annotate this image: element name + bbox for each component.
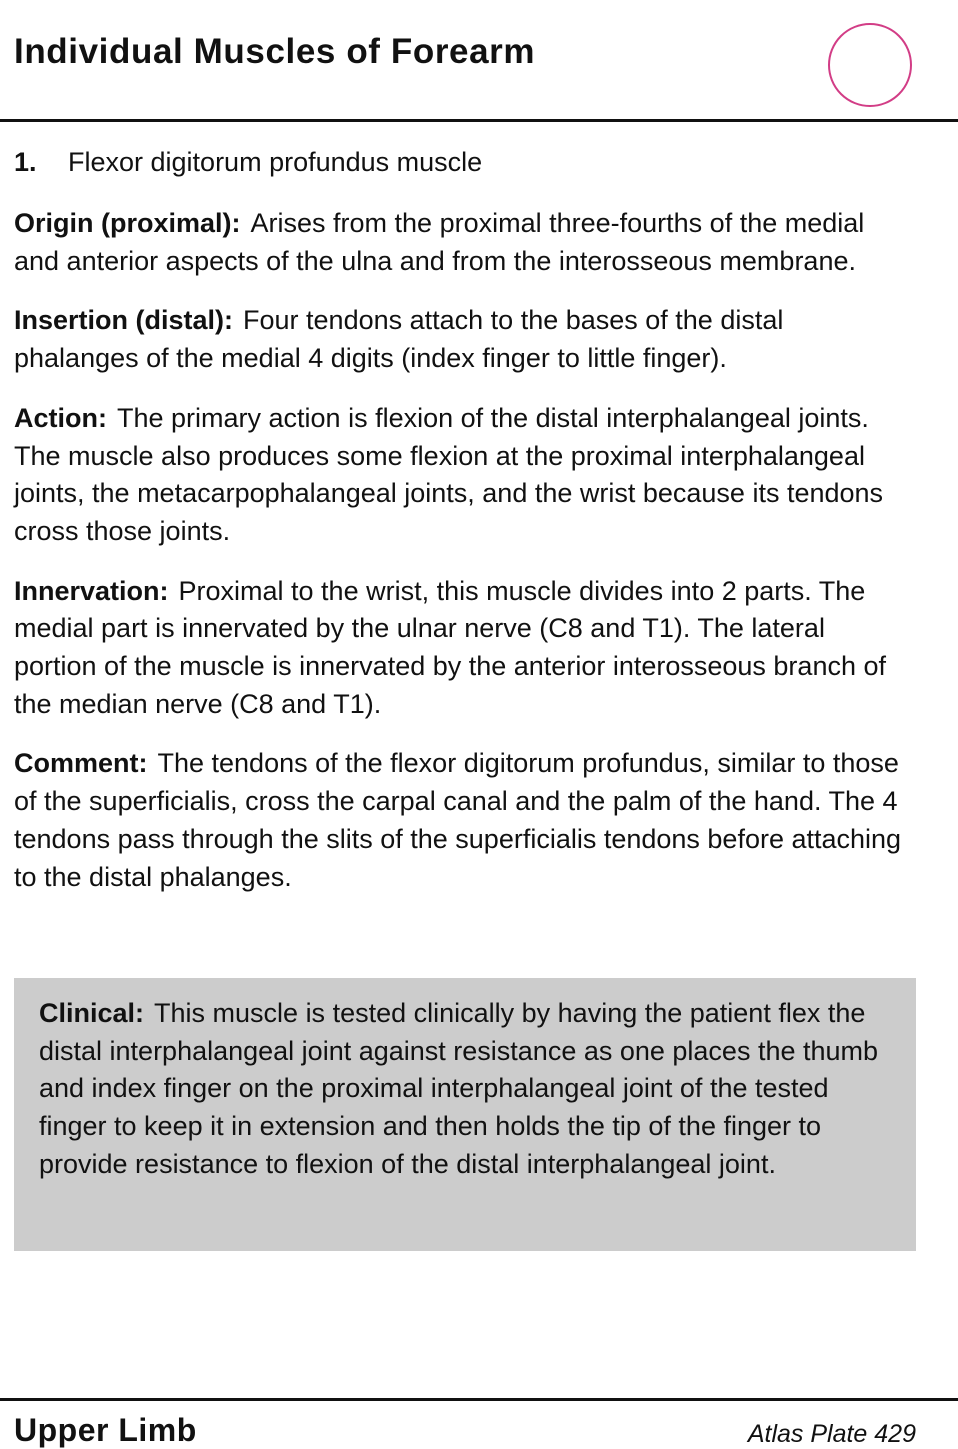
page-title: Individual Muscles of Forearm (14, 32, 536, 71)
check-circle-icon[interactable] (828, 23, 912, 107)
insertion-text: Four tendons attach to the bases of the distal phalanges of the medial 4 digits (index finger to little finger). (14, 305, 784, 374)
action-text: The primary action is flexion of the distal interphalangeal joints. The muscle also produces some flexion at the proximal interphalangeal joints, the metacarpophalangeal joints, and the wrist because its tendons cross those joints. (14, 402, 884, 546)
comment-label: Comment: (14, 748, 148, 779)
comment-text: The tendons of the flexor digitorum profundus, similar to those of the superficialis, cross the carpal canal and the palm of the hand. The 4 tendons pass through the slits of the superficialis tendons before attaching to the distal phalanges. (14, 748, 902, 892)
action-section (14, 400, 914, 551)
card-content (14, 144, 914, 918)
clinical-text: This muscle is tested clinically by having the patient flex the distal interphalangeal joint against resistance as one places the thumb and index finger on the proximal interphalangeal joint of the tested finger to keep it in extension and then holds the tip of the finger to provide resistance to flexion of the distal interphalangeal joint. (39, 998, 879, 1179)
innervation-text: Proximal to the wrist, this muscle divides into 2 parts. The medial part is innervated by the ulnar nerve (C8 and T1). The lateral portion of the muscle is innervated by the anterior interosseous branch of the median nerve (C8 and T1). (14, 575, 886, 719)
origin-section (14, 205, 914, 280)
insertion-section (14, 302, 914, 377)
page-header (0, 0, 958, 122)
footer-divider (0, 1398, 958, 1401)
muscle-number: 1. (14, 147, 37, 177)
muscle-name: Flexor digitorum profundus muscle (68, 147, 483, 177)
action-label: Action: (14, 402, 107, 433)
innervation-label: Innervation: (14, 575, 169, 606)
clinical-label: Clinical: (39, 998, 145, 1028)
insertion-label: Insertion (distal): (14, 305, 234, 336)
origin-text: Arises from the proximal three-fourths of the medial and anterior aspects of the ulna and from the interosseous membrane. (14, 208, 865, 276)
footer-section-name: Upper Limb (14, 1412, 197, 1448)
innervation-section (14, 573, 914, 724)
atlas-plate-reference: Atlas Plate 429 (747, 1420, 916, 1448)
comment-section (14, 745, 914, 896)
clinical-box (14, 978, 916, 1251)
origin-label: Origin (proximal): (14, 208, 241, 238)
muscle-title (14, 144, 914, 182)
header-divider (0, 119, 958, 122)
clinical-paragraph (39, 995, 892, 1184)
